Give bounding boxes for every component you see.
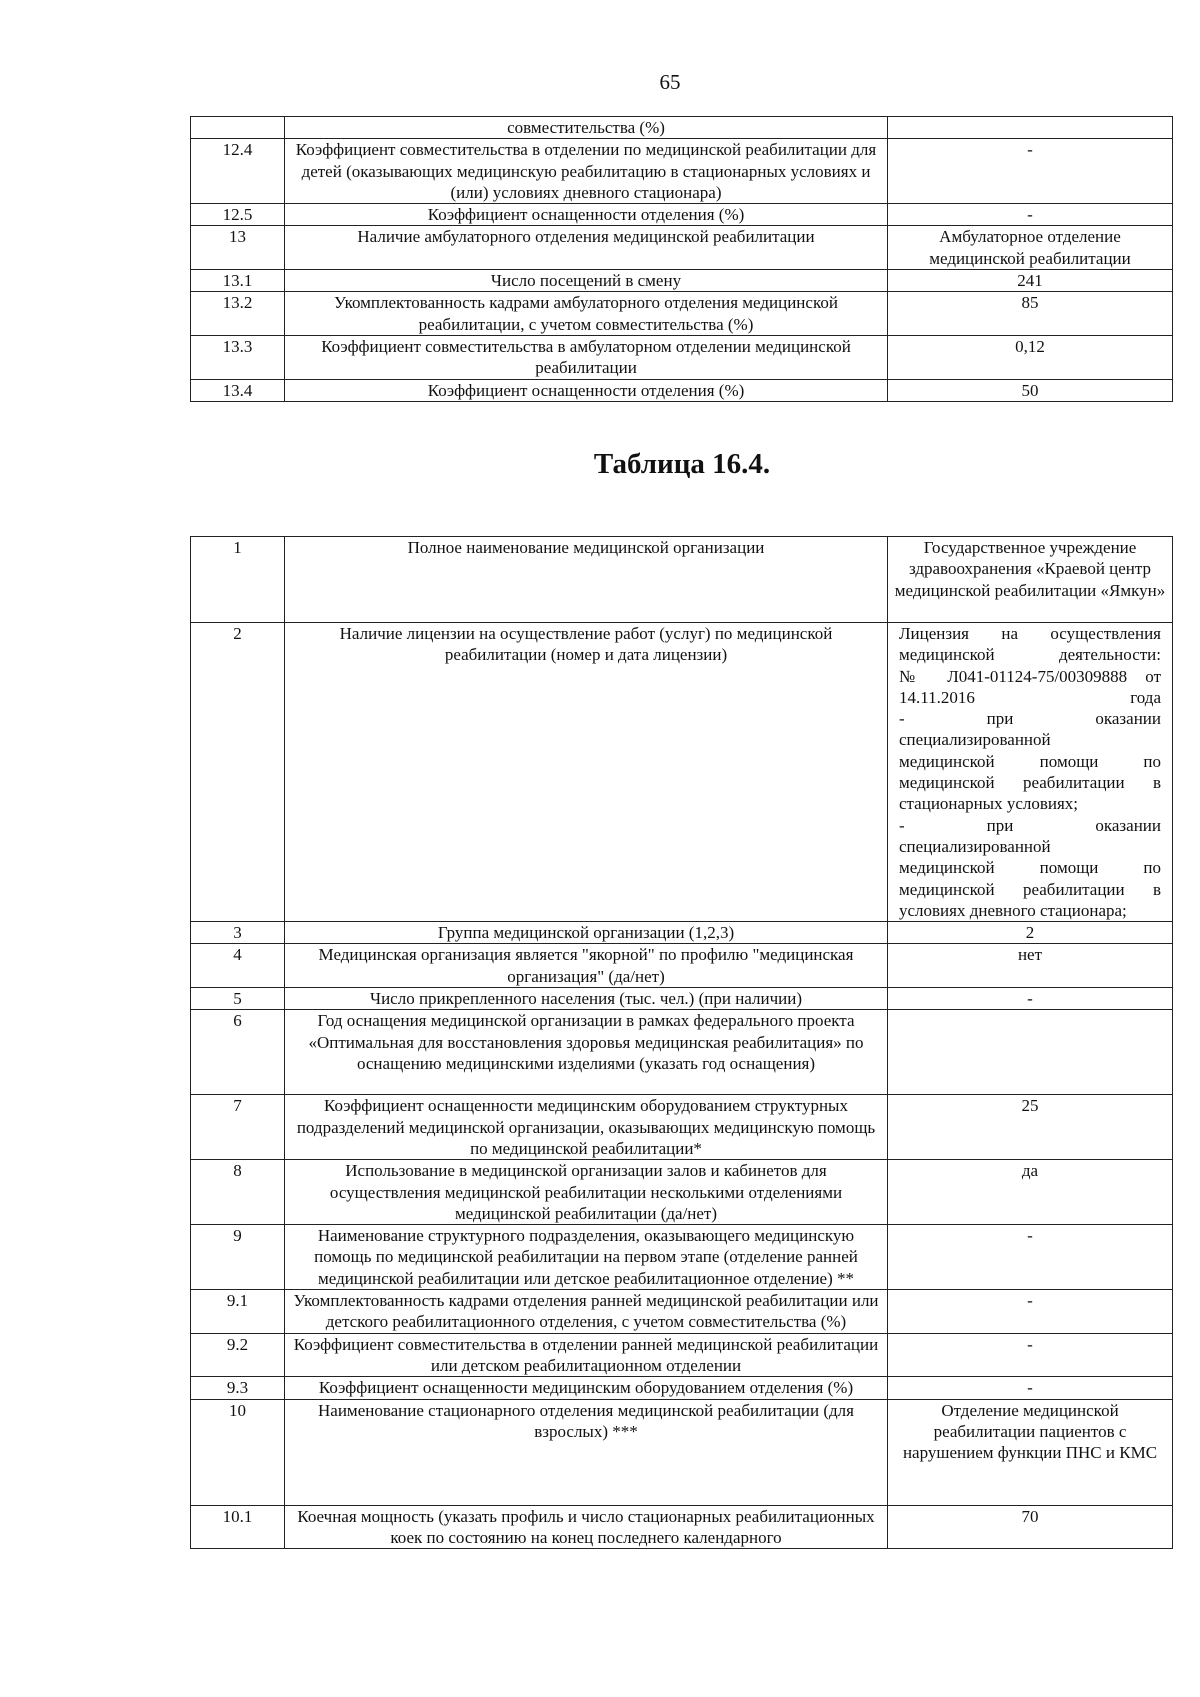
license-line: № Л041-01124-75/00309888 от (899, 666, 1161, 686)
row-number: 5 (191, 988, 285, 1010)
row-value: - (888, 1333, 1173, 1377)
license-line: медицинской деятельности: (899, 645, 1161, 665)
row-value (888, 1010, 1173, 1095)
row-label: Коэффициент совместительства в отделении по медицинской реабилитации для детей (оказывающих медицинскую реабилитацию в стационарных условиях и (или) условиях дневного стационара) (285, 139, 888, 204)
table-row (191, 292, 1173, 336)
row-value: нет (888, 944, 1173, 988)
row-value: - (888, 139, 1173, 204)
row-label: совместительства (%) (285, 117, 888, 139)
row-value: 70 (888, 1505, 1173, 1549)
row-number: 12.4 (191, 139, 285, 204)
row-number: 12.5 (191, 204, 285, 226)
row-number: 2 (191, 623, 285, 922)
table-title: Таблица 16.4. (593, 448, 771, 480)
license-line: - при оказании (899, 709, 1161, 729)
table-row (191, 1225, 1173, 1290)
license-line: стационарных условиях; (899, 794, 1079, 814)
table-row (191, 270, 1173, 292)
row-value: 0,12 (888, 335, 1173, 379)
row-label: Число посещений в смену (285, 270, 888, 292)
table-row (191, 1095, 1173, 1160)
row-label: Укомплектованность кадрами отделения ранней медицинской реабилитации или детского реабилитационного отделения, с учетом совместительства (%) (285, 1290, 888, 1334)
row-number: 7 (191, 1095, 285, 1160)
table-row (191, 117, 1173, 139)
facility-table (190, 536, 1173, 1549)
table-row (191, 379, 1173, 401)
row-number: 10 (191, 1399, 285, 1505)
table-row (191, 204, 1173, 226)
row-number: 6 (191, 1010, 285, 1095)
license-line: - при оказании (899, 815, 1161, 835)
row-value: 85 (888, 292, 1173, 336)
table-row (191, 1290, 1173, 1334)
row-label: Наличие лицензии на осуществление работ (услуг) по медицинской реабилитации (номер и дата лицензии) (285, 623, 888, 922)
license-line: 14.11.2016 года (899, 687, 1161, 707)
license-line: медицинской помощи по (899, 751, 1161, 771)
table-row (191, 1377, 1173, 1399)
license-line: специализированной (899, 836, 1051, 856)
row-value: Амбулаторное отделение медицинской реабилитации (888, 226, 1173, 270)
row-label: Укомплектованность кадрами амбулаторного отделения медицинской реабилитации, с учетом совместительства (%) (285, 292, 888, 336)
row-value: Отделение медицинской реабилитации пациентов с нарушением функции ПНС и КМС (888, 1399, 1173, 1505)
row-label: Коэффициент совместительства в амбулаторном отделении медицинской реабилитации (285, 335, 888, 379)
table-row (191, 226, 1173, 270)
row-label: Коечная мощность (указать профиль и число стационарных реабилитационных коек по состоянию на конец последнего календарного (285, 1505, 888, 1549)
row-label: Использование в медицинской организации залов и кабинетов для осуществления медицинской реабилитации несколькими отделениями медицинской реабилитации (да/нет) (285, 1160, 888, 1225)
row-label: Коэффициент совместительства в отделении ранней медицинской реабилитации или детском реабилитационном отделении (285, 1333, 888, 1377)
license-line: специализированной (899, 730, 1051, 750)
license-line: условиях дневного стационара; (899, 900, 1127, 920)
row-label: Коэффициент оснащенности медицинским оборудованием отделения (%) (285, 1377, 888, 1399)
license-line: Лицензия на осуществления (899, 624, 1161, 643)
row-label: Коэффициент оснащенности отделения (%) (285, 379, 888, 401)
row-value: - (888, 1225, 1173, 1290)
table-row (191, 988, 1173, 1010)
license-cell (888, 623, 1173, 922)
row-value: Государственное учреждение здравоохранения «Краевой центр медицинской реабилитации «Ямкун» (888, 537, 1173, 623)
row-number: 13.3 (191, 335, 285, 379)
row-value: - (888, 988, 1173, 1010)
row-label: Коэффициент оснащенности медицинским оборудованием структурных подразделений медицинской организации, оказывающих медицинскую помощь по медицинской реабилитации* (285, 1095, 888, 1160)
table-row (191, 335, 1173, 379)
table-row (191, 1399, 1173, 1505)
row-label: Группа медицинской организации (1,2,3) (285, 922, 888, 944)
row-label: Наименование стационарного отделения медицинской реабилитации (для взрослых) *** (285, 1399, 888, 1505)
row-label: Медицинская организация является "якорной" по профилю "медицинская организация" (да/нет) (285, 944, 888, 988)
page-number: 65 (659, 70, 681, 94)
table-row (191, 1333, 1173, 1377)
row-value: - (888, 204, 1173, 226)
row-number: 13.4 (191, 379, 285, 401)
table-row (191, 1160, 1173, 1225)
row-value: да (888, 1160, 1173, 1225)
row-number: 3 (191, 922, 285, 944)
row-label: Полное наименование медицинской организации (285, 537, 888, 623)
row-label: Коэффициент оснащенности отделения (%) (285, 204, 888, 226)
row-value: 25 (888, 1095, 1173, 1160)
row-number: 9.2 (191, 1333, 285, 1377)
license-line: медицинской помощи по (899, 858, 1161, 878)
row-label: Наименование структурного подразделения, оказывающего медицинскую помощь по медицинской реабилитации на первом этапе (отделение ранней медицинской реабилитации или детское реабилитационное отделение) ** (285, 1225, 888, 1290)
row-number: 4 (191, 944, 285, 988)
row-number: 9 (191, 1225, 285, 1290)
row-label: Наличие амбулаторного отделения медицинской реабилитации (285, 226, 888, 270)
row-number: 9.3 (191, 1377, 285, 1399)
row-number (191, 117, 285, 139)
row-number: 13.2 (191, 292, 285, 336)
table-row (191, 944, 1173, 988)
row-value: 50 (888, 379, 1173, 401)
row-number: 8 (191, 1160, 285, 1225)
row-label: Число прикрепленного населения (тыс. чел.) (при наличии) (285, 988, 888, 1010)
row-number: 10.1 (191, 1505, 285, 1549)
row-value: - (888, 1377, 1173, 1399)
license-line: медицинской реабилитации в (899, 879, 1161, 899)
row-value: - (888, 1290, 1173, 1334)
row-number: 1 (191, 537, 285, 623)
row-number: 9.1 (191, 1290, 285, 1334)
row-value: 2 (888, 922, 1173, 944)
table-row (191, 922, 1173, 944)
table-row (191, 623, 1173, 922)
table-row (191, 139, 1173, 204)
table-row (191, 1505, 1173, 1549)
table-row (191, 537, 1173, 623)
row-label: Год оснащения медицинской организации в рамках федерального проекта «Оптимальная для восстановления здоровья медицинская реабилитация» по оснащению медицинскими изделиями (указать год оснащения) (285, 1010, 888, 1095)
row-number: 13.1 (191, 270, 285, 292)
license-line: медицинской реабилитации в (899, 773, 1161, 793)
table-row (191, 1010, 1173, 1095)
continued-table (190, 116, 1173, 402)
row-value (888, 117, 1173, 139)
row-value: 241 (888, 270, 1173, 292)
row-number: 13 (191, 226, 285, 270)
